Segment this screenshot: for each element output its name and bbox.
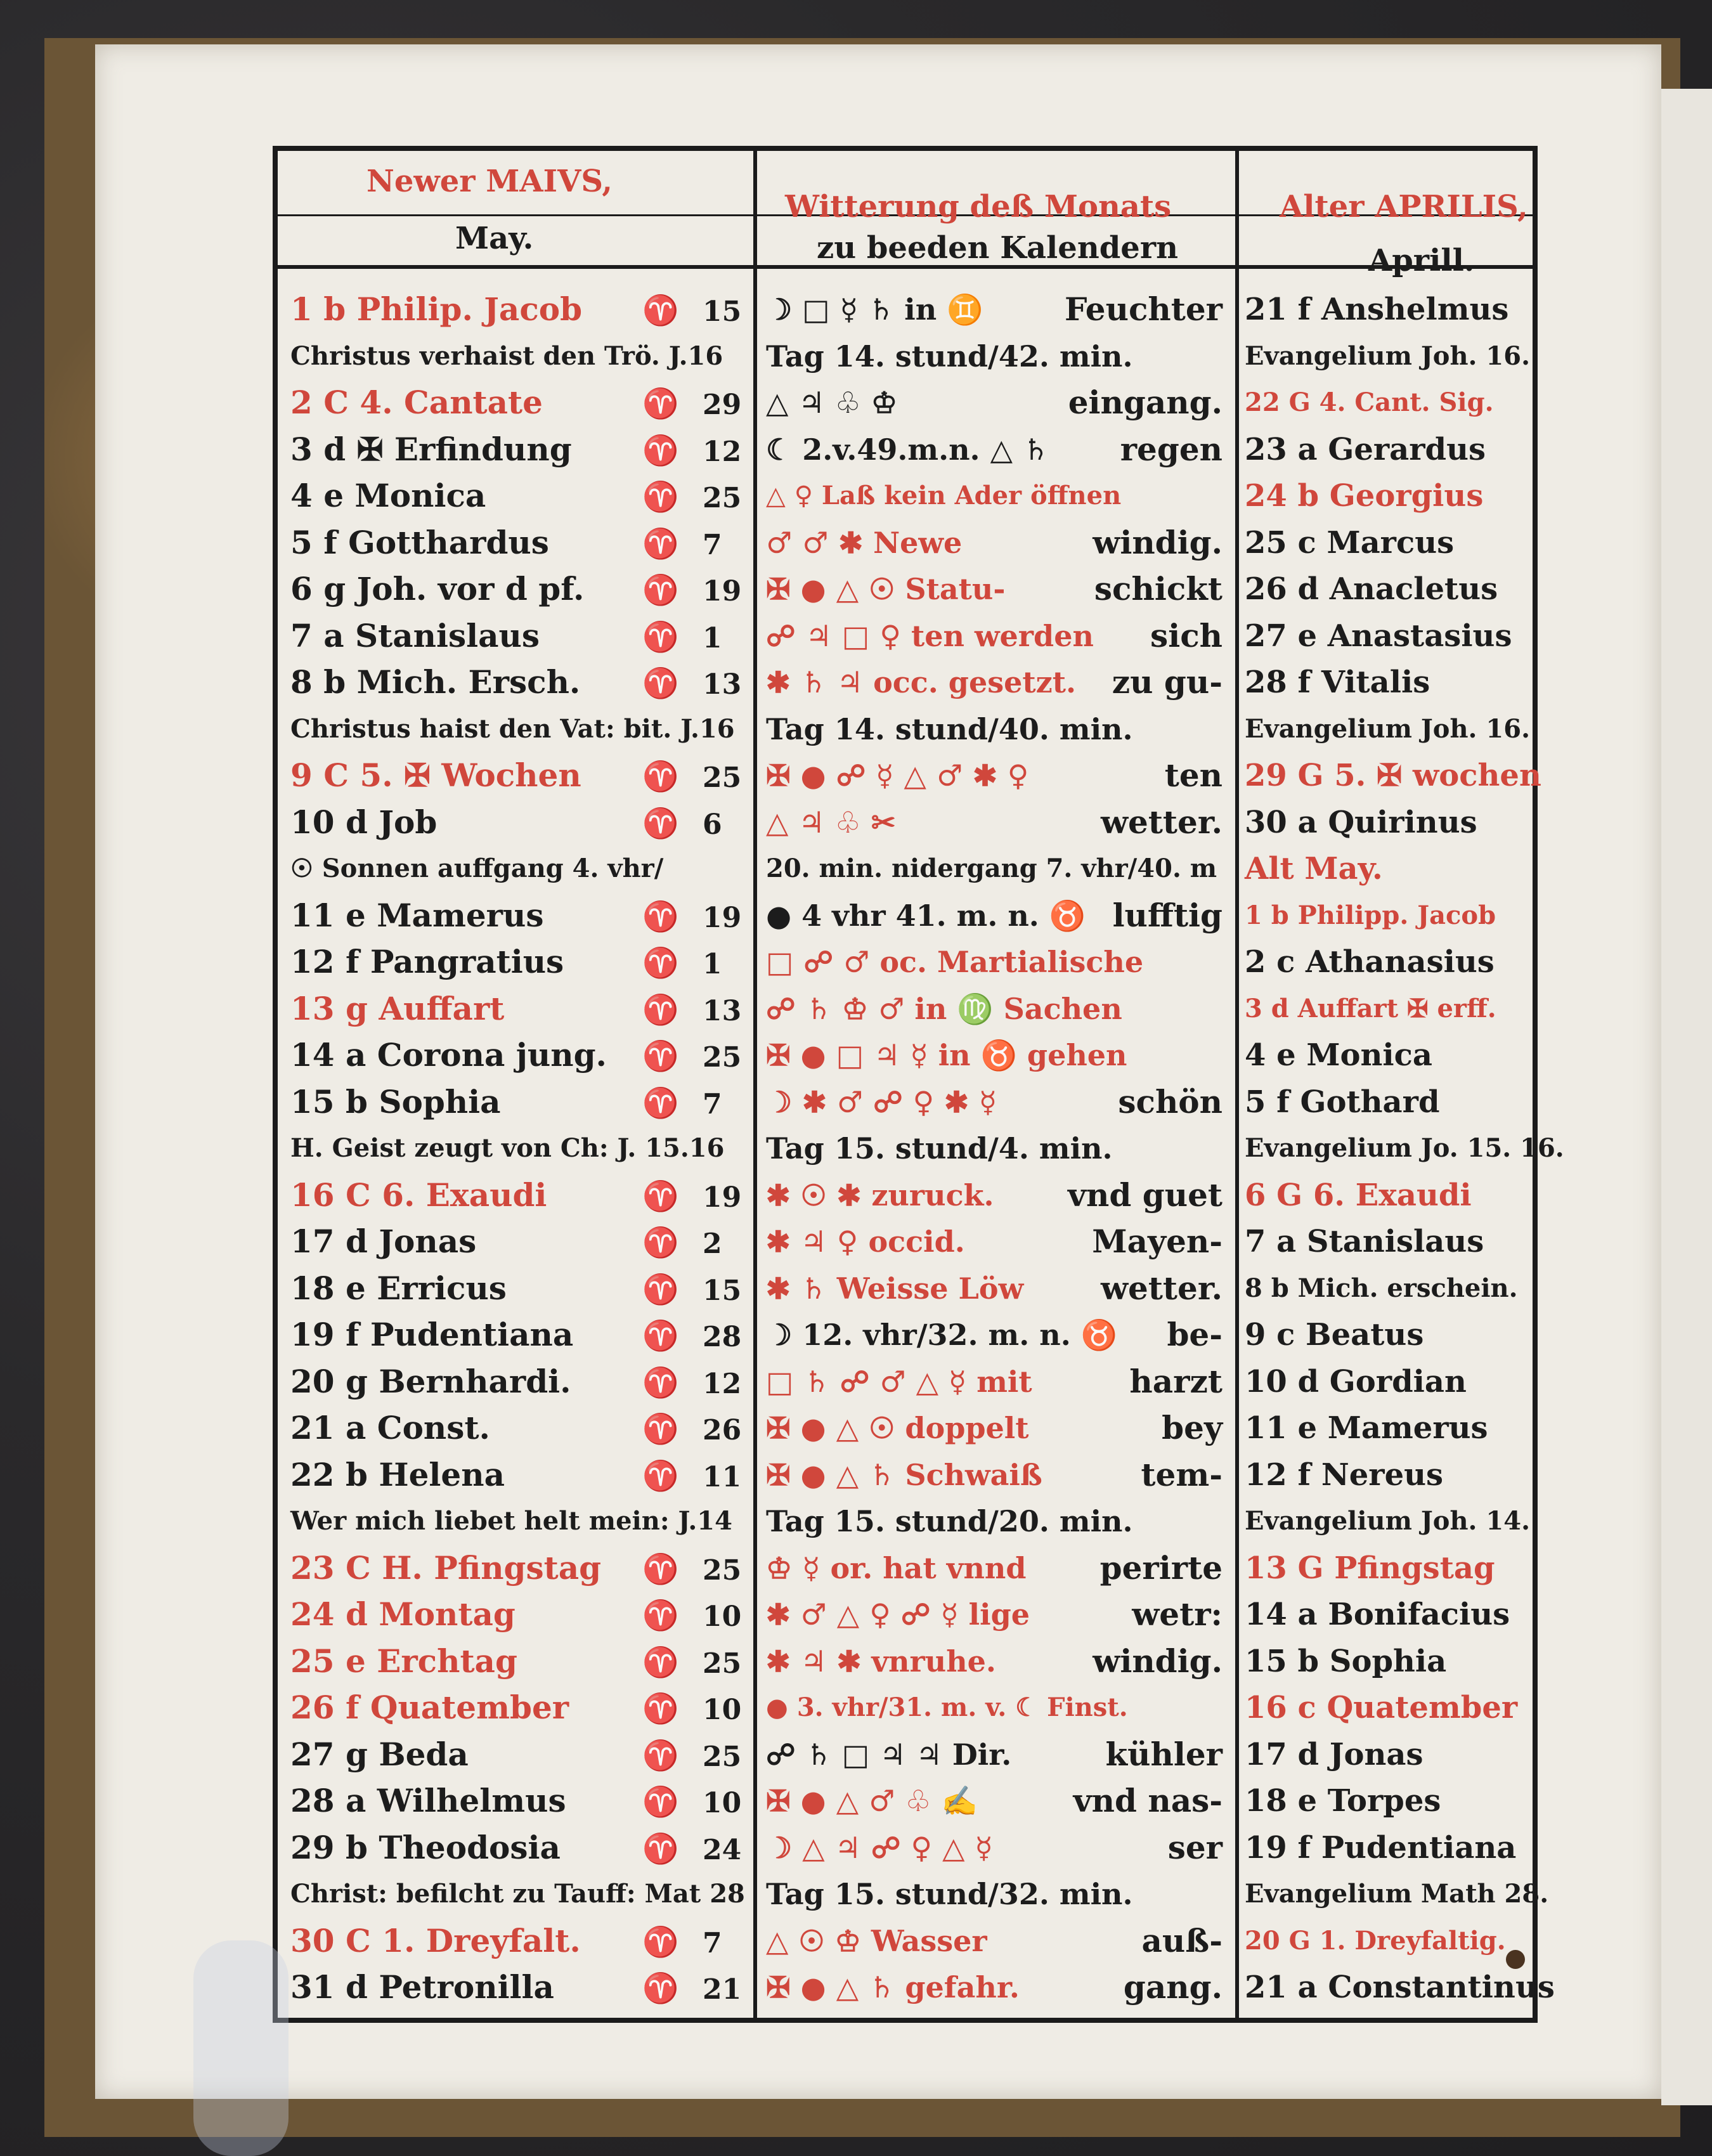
zodiac-sign-icon: ♈ <box>642 479 679 514</box>
may-row-text: 10 d Job <box>290 803 438 841</box>
col3-title: Alter APRILIS, <box>1280 189 1528 224</box>
weather-forecast-word: wetter. <box>1100 1269 1222 1307</box>
april-row-text: 18 e Torpes <box>1245 1783 1441 1819</box>
april-row-text: 9 c Beatus <box>1245 1317 1424 1353</box>
weather-aspect-text: ☍ ♄ ♔ ♂ in ♍ Sachen <box>766 991 1122 1026</box>
weather-forecast-word: regen <box>1120 430 1222 468</box>
col2-title: Witterung deß Monats <box>785 189 1172 224</box>
weather-forecast-word: wetr: <box>1132 1595 1222 1633</box>
weather-aspect-text: ✱ ♄ ♃ occ. gesetzt. <box>766 665 1077 699</box>
may-row-text: 4 e Monica <box>290 477 486 514</box>
april-row-text: Evangelium Joh. 14. <box>1245 1506 1530 1536</box>
moon-degree-number: 25 <box>703 482 742 514</box>
weather-aspect-text: Tag 15. stund/32. min. <box>766 1877 1133 1911</box>
weather-forecast-word: harzt <box>1129 1362 1222 1400</box>
weather-forecast-word: sich <box>1150 616 1222 654</box>
april-row-text: 1 b Philipp. Jacob <box>1245 900 1496 930</box>
moon-degree-number: 11 <box>703 1460 742 1493</box>
weather-aspect-text: Tag 15. stund/20. min. <box>766 1504 1133 1538</box>
may-row-text: ☉ Sonnen auffgang 4. vhr/ <box>290 854 664 883</box>
pin-hole <box>1506 1950 1525 1969</box>
april-row-text: 16 c Quatember <box>1245 1690 1518 1725</box>
moon-degree-number: 13 <box>703 668 742 701</box>
april-row-text: 23 a Gerardus <box>1245 431 1486 467</box>
zodiac-sign-icon: ♈ <box>642 432 679 467</box>
weather-aspect-text: △ ♃ ♧ ✂ <box>766 805 896 840</box>
april-row-text: 10 d Gordian <box>1245 1363 1467 1399</box>
moon-degree-number: 7 <box>703 1926 722 1959</box>
moon-degree-number: 7 <box>703 528 722 561</box>
april-row-text: 12 f Nereus <box>1245 1457 1444 1493</box>
weather-forecast-word: zu gu- <box>1112 663 1222 701</box>
may-row-text: 19 f Pudentiana <box>290 1316 574 1353</box>
may-row-text: Wer mich liebet helt mein: J.14 <box>290 1506 732 1536</box>
april-row-text: Evangelium Joh. 16. <box>1245 341 1530 371</box>
weather-aspect-text: ☽ △ ♃ ☍ ♀ △ ☿ <box>766 1830 993 1865</box>
zodiac-sign-icon: ♈ <box>642 1225 679 1259</box>
weather-aspect-text: ☍ ♄ □ ♃ ♃ Dir. <box>766 1737 1012 1772</box>
weather-aspect-text: ☍ ♃ □ ♀ ten werden <box>766 618 1094 653</box>
moon-degree-number: 24 <box>703 1833 742 1866</box>
weather-aspect-text: ● 4 vhr 41. m. n. ♉ <box>766 898 1086 933</box>
moon-degree-number: 25 <box>703 1647 742 1680</box>
zodiac-sign-icon: ♈ <box>642 1924 679 1959</box>
april-row-text: 15 b Sophia <box>1245 1643 1447 1679</box>
zodiac-sign-icon: ♈ <box>642 1178 679 1213</box>
zodiac-sign-icon: ♈ <box>642 386 679 420</box>
moon-degree-number: 15 <box>703 1274 742 1307</box>
april-row-text: 3 d Auffart ✠ erff. <box>1245 993 1496 1023</box>
may-row-text: 15 b Sophia <box>290 1082 501 1120</box>
april-row-text: 21 a Constantinus <box>1245 1970 1555 2005</box>
weather-aspect-text: □ ♄ ☍ ♂ △ ☿ mit <box>766 1364 1032 1399</box>
may-row-text: 26 f Quatember <box>290 1689 569 1726</box>
col1-subtitle: May. <box>455 221 534 256</box>
zodiac-sign-icon: ♈ <box>642 992 679 1027</box>
moon-degree-number: 10 <box>703 1601 742 1633</box>
may-row-text: 11 e Mamerus <box>290 896 544 934</box>
weather-aspect-text: □ ☍ ♂ oc. Martialische <box>766 945 1144 979</box>
weather-forecast-word: windig. <box>1093 1642 1222 1680</box>
zodiac-sign-icon: ♈ <box>642 945 679 980</box>
zodiac-sign-icon: ♈ <box>642 1085 679 1120</box>
may-row-text: 3 d ✠ Erfindung <box>290 430 572 468</box>
weather-forecast-word: ser <box>1167 1828 1222 1866</box>
april-row-text: 28 f Vitalis <box>1245 665 1430 700</box>
zodiac-sign-icon: ♈ <box>642 1971 679 2005</box>
may-row-text: 23 C H. Pfingstag <box>290 1549 602 1587</box>
zodiac-sign-icon: ♈ <box>642 573 679 607</box>
zodiac-sign-icon: ♈ <box>642 1598 679 1632</box>
weather-aspect-text: ☾ 2.v.49.m.n. △ ♄ <box>766 432 1049 467</box>
weather-forecast-word: eingang. <box>1068 384 1222 421</box>
weather-aspect-text: ✠ ● △ ♂ ♧ ✍ <box>766 1784 978 1818</box>
weather-aspect-text: Tag 14. stund/42. min. <box>766 339 1133 373</box>
weather-aspect-text: ● 3. vhr/31. m. v. ☾ Finst. <box>766 1692 1128 1722</box>
may-row-text: 25 e Erchtag <box>290 1642 517 1680</box>
weather-forecast-word: lufftig <box>1112 896 1222 934</box>
zodiac-sign-icon: ♈ <box>642 1458 679 1493</box>
moon-degree-number: 6 <box>703 808 722 841</box>
zodiac-sign-icon: ♈ <box>642 1691 679 1725</box>
weather-aspect-text: ☽ ✱ ♂ ☍ ♀ ✱ ☿ <box>766 1084 997 1119</box>
moon-degree-number: 25 <box>703 1041 742 1074</box>
weather-forecast-word: Mayen- <box>1092 1223 1222 1260</box>
moon-degree-number: 25 <box>703 1740 742 1773</box>
may-row-text: 31 d Petronilla <box>290 1968 554 2006</box>
zodiac-sign-icon: ♈ <box>642 1318 679 1353</box>
col1-title: Newer MAIVS, <box>366 164 613 199</box>
zodiac-sign-icon: ♈ <box>642 1365 679 1399</box>
zodiac-sign-icon: ♈ <box>642 1039 679 1073</box>
may-row-text: 29 b Theodosia <box>290 1828 561 1866</box>
weather-aspect-text: 20. min. nidergang 7. vhr/40. m <box>766 854 1217 883</box>
may-row-text: 16 C 6. Exaudi <box>290 1176 547 1214</box>
weather-aspect-text: ☽ 12. vhr/32. m. n. ♉ <box>766 1318 1117 1352</box>
zodiac-sign-icon: ♈ <box>642 759 679 793</box>
weather-aspect-text: ✱ ☉ ✱ zuruck. <box>766 1178 994 1212</box>
april-row-text: 26 d Anacletus <box>1245 571 1498 607</box>
may-row-text: 22 b Helena <box>290 1455 505 1493</box>
april-row-text: 25 c Marcus <box>1245 524 1455 561</box>
april-row-text: 2 c Athanasius <box>1245 944 1495 980</box>
may-row-text: 13 g Auffart <box>290 989 505 1027</box>
may-row-text: 5 f Gotthardus <box>290 523 549 561</box>
weather-aspect-text: ✠ ● △ ♄ gefahr. <box>766 1970 1020 2004</box>
april-row-text: 14 a Bonifacius <box>1245 1597 1510 1632</box>
moon-degree-number: 29 <box>703 389 742 421</box>
april-row-text: 22 G 4. Cant. Sig. <box>1245 387 1494 417</box>
may-row-text: 1 b Philip. Jacob <box>290 290 583 328</box>
zodiac-sign-icon: ♈ <box>642 293 679 327</box>
weather-forecast-word: schön <box>1118 1082 1222 1120</box>
zodiac-sign-icon: ♈ <box>642 1551 679 1586</box>
moon-degree-number: 10 <box>703 1694 742 1726</box>
may-row-text: 18 e Erricus <box>290 1269 507 1307</box>
zodiac-sign-icon: ♈ <box>642 1737 679 1772</box>
may-row-text: 8 b Mich. Ersch. <box>290 663 581 701</box>
april-row-text: 20 G 1. Dreyfaltig. <box>1245 1925 1506 1956</box>
weather-aspect-text: ✱ ♃ ✱ vnruhe. <box>766 1644 996 1679</box>
moon-degree-number: 25 <box>703 762 742 794</box>
may-row-text: 20 g Bernhardi. <box>290 1362 571 1400</box>
zodiac-sign-icon: ♈ <box>642 1271 679 1306</box>
moon-degree-number: 26 <box>703 1414 742 1446</box>
zodiac-sign-icon: ♈ <box>642 1831 679 1866</box>
column-divider-1 <box>753 151 757 2018</box>
col3-subtitle: Aprill. <box>1368 243 1475 278</box>
moon-degree-number: 19 <box>703 1181 742 1214</box>
thumb-overlay <box>193 1940 289 2156</box>
weather-aspect-text: ♔ ☿ or. hat vnnd <box>766 1550 1027 1585</box>
may-row-text: Christus haist den Vat: bit. J.16 <box>290 713 735 744</box>
april-row-text: 29 G 5. ✠ wochen <box>1245 758 1541 793</box>
weather-forecast-word: be- <box>1167 1316 1222 1353</box>
april-row-text: 7 a Stanislaus <box>1245 1224 1484 1259</box>
may-row-text: Christus verhaist den Trö. J.16 <box>290 341 723 371</box>
weather-forecast-word: auß- <box>1141 1921 1222 1959</box>
april-row-text: Evangelium Joh. 16. <box>1245 713 1530 744</box>
may-row-text: 21 a Const. <box>290 1409 490 1446</box>
may-row-text: 12 f Pangratius <box>290 943 564 980</box>
weather-forecast-word: kühler <box>1105 1735 1222 1773</box>
may-row-text: 24 d Montag <box>290 1595 516 1633</box>
april-row-text: 4 e Monica <box>1245 1037 1432 1073</box>
april-row-text: 8 b Mich. erschein. <box>1245 1273 1518 1303</box>
weather-forecast-word: vnd guet <box>1068 1176 1222 1214</box>
weather-forecast-word: bey <box>1162 1409 1222 1446</box>
weather-aspect-text: ✠ ● ☍ ☿ △ ♂ ✱ ♀ <box>766 758 1029 793</box>
moon-degree-number: 25 <box>703 1554 742 1587</box>
weather-forecast-word: schickt <box>1094 570 1222 607</box>
weather-aspect-text: ✱ ♄ Weisse Löw <box>766 1271 1024 1306</box>
may-row-text: H. Geist zeugt von Ch: J. 15.16 <box>290 1133 725 1163</box>
weather-aspect-text: ✠ ● △ ☉ doppelt <box>766 1411 1029 1445</box>
weather-aspect-text: ✠ ● △ ☉ Statu- <box>766 572 1006 606</box>
col2-subtitle: zu beeden Kalendern <box>817 230 1178 266</box>
moon-degree-number: 12 <box>703 1367 742 1400</box>
april-row-text: 21 f Anshelmus <box>1245 292 1509 327</box>
may-row-text: 27 g Beda <box>290 1735 469 1773</box>
weather-aspect-text: ✠ ● △ ♄ Schwaiß <box>766 1457 1042 1492</box>
april-row-text: 27 e Anastasius <box>1245 618 1512 654</box>
weather-forecast-word: tem- <box>1141 1455 1222 1493</box>
weather-aspect-text: △ ♃ ♧ ♔ <box>766 386 898 420</box>
zodiac-sign-icon: ♈ <box>642 1784 679 1819</box>
april-row-text: Evangelium Jo. 15. 16. <box>1245 1133 1564 1163</box>
zodiac-sign-icon: ♈ <box>642 619 679 654</box>
april-row-text: 19 f Pudentiana <box>1245 1829 1517 1866</box>
weather-aspect-text: Tag 15. stund/4. min. <box>766 1131 1113 1166</box>
april-row-text: 6 G 6. Exaudi <box>1245 1177 1472 1213</box>
may-row-text: 9 C 5. ✠ Wochen <box>290 757 581 794</box>
may-row-text: Christ: befilcht zu Tauff: Mat 28 <box>290 1879 745 1909</box>
weather-aspect-text: △ ☉ ♔ Wasser <box>766 1923 987 1958</box>
moon-degree-number: 19 <box>703 575 742 607</box>
april-row-text: 13 G Pfingstag <box>1245 1550 1495 1586</box>
may-row-text: 17 d Jonas <box>290 1223 477 1260</box>
april-row-text: 5 f Gothard <box>1245 1084 1440 1120</box>
weather-forecast-word: Feuchter <box>1065 290 1222 328</box>
april-row-text: Alt May. <box>1245 851 1383 886</box>
weather-forecast-word: perirte <box>1099 1549 1222 1587</box>
zodiac-sign-icon: ♈ <box>642 899 679 933</box>
may-row-text: 6 g Joh. vor d pf. <box>290 570 585 607</box>
may-row-text: 2 C 4. Cantate <box>290 384 543 421</box>
weather-forecast-word: ten <box>1164 757 1222 794</box>
april-row-text: 11 e Mamerus <box>1245 1410 1488 1446</box>
weather-aspect-text: ✱ ♂ △ ♀ ☍ ☿ lige <box>766 1597 1030 1632</box>
zodiac-sign-icon: ♈ <box>642 666 679 700</box>
moon-degree-number: 7 <box>703 1088 722 1120</box>
weather-aspect-text: ☽ □ ☿ ♄ in ♊ <box>766 292 983 327</box>
may-row-text: 30 C 1. Dreyfalt. <box>290 1921 581 1959</box>
calendar-table <box>273 146 1564 2023</box>
april-row-text: 24 b Georgius <box>1245 478 1484 514</box>
moon-degree-number: 1 <box>703 621 722 654</box>
moon-degree-number: 10 <box>703 1787 742 1819</box>
moon-degree-number: 21 <box>703 1973 742 2006</box>
weather-forecast-word: windig. <box>1093 523 1222 561</box>
moon-degree-number: 13 <box>703 994 742 1027</box>
column-divider-2 <box>1235 151 1239 2018</box>
weather-aspect-text: ✱ ♃ ♀ occid. <box>766 1224 965 1259</box>
zodiac-sign-icon: ♈ <box>642 805 679 840</box>
weather-forecast-word: gang. <box>1123 1968 1222 2006</box>
zodiac-sign-icon: ♈ <box>642 1412 679 1446</box>
may-row-text: 28 a Wilhelmus <box>290 1782 566 1819</box>
weather-aspect-text: ✠ ● □ ♃ ☿ in ♉ gehen <box>766 1038 1127 1072</box>
weather-forecast-word: vnd nas- <box>1073 1782 1222 1819</box>
april-row-text: 17 d Jonas <box>1245 1736 1423 1772</box>
facing-page-edge <box>1661 89 1712 2105</box>
weather-aspect-text: Tag 14. stund/40. min. <box>766 711 1133 746</box>
weather-aspect-text: △ ♀ Laß kein Ader öffnen <box>766 481 1122 510</box>
april-row-text: Evangelium Math 28. <box>1245 1879 1549 1909</box>
moon-degree-number: 12 <box>703 435 742 468</box>
zodiac-sign-icon: ♈ <box>642 526 679 561</box>
moon-degree-number: 2 <box>703 1228 722 1260</box>
weather-forecast-word: wetter. <box>1100 803 1222 841</box>
may-row-text: 7 a Stanislaus <box>290 616 540 654</box>
may-row-text: 14 a Corona jung. <box>290 1036 607 1074</box>
zodiac-sign-icon: ♈ <box>642 1644 679 1679</box>
april-row-text: 30 a Quirinus <box>1245 804 1477 840</box>
moon-degree-number: 15 <box>703 295 742 328</box>
moon-degree-number: 1 <box>703 948 722 980</box>
moon-degree-number: 28 <box>703 1321 742 1353</box>
weather-aspect-text: ♂ ♂ ✱ Newe <box>766 525 963 560</box>
moon-degree-number: 19 <box>703 901 742 934</box>
